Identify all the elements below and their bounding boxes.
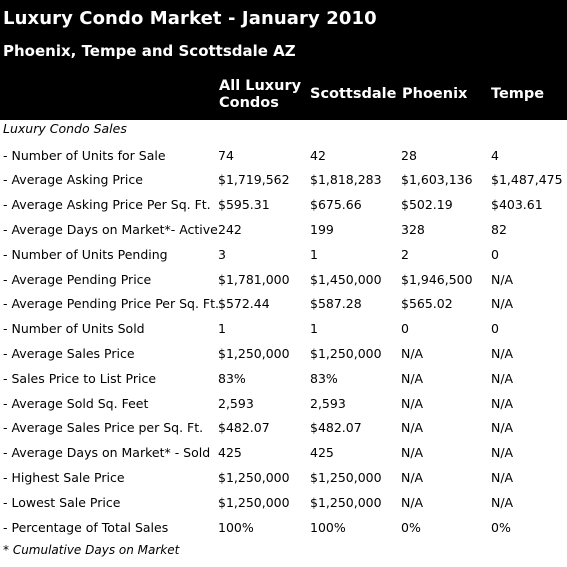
column-header-all-line1: All Luxury <box>219 78 302 94</box>
row-label: - Average Days on Market* - Sold <box>3 445 211 461</box>
table-header <box>0 0 567 120</box>
row-label: - Average Sales Price <box>3 345 135 361</box>
cell-phoenix: N/A <box>401 345 424 361</box>
cell-all-luxury-condos: $1,781,000 <box>218 271 290 287</box>
cell-scottsdale: $587.28 <box>310 296 362 312</box>
row-label: - Average Days on Market*- Active <box>3 221 218 237</box>
cell-tempe: N/A <box>491 445 514 461</box>
cell-scottsdale: 425 <box>310 445 334 461</box>
column-header-all-luxury-condos <box>219 78 301 112</box>
cell-scottsdale: 42 <box>310 147 326 163</box>
cell-phoenix: $502.19 <box>401 197 453 213</box>
cell-all-luxury-condos: $1,250,000 <box>218 345 290 361</box>
cell-phoenix: 328 <box>401 221 425 237</box>
column-header-all-line2: Condos <box>219 95 279 111</box>
cell-all-luxury-condos: $482.07 <box>218 420 270 436</box>
cell-tempe: 82 <box>491 221 507 237</box>
page-subtitle: Phoenix, Tempe and Scottsdale AZ <box>3 42 296 60</box>
cell-scottsdale: $482.07 <box>310 420 362 436</box>
cell-phoenix: 0 <box>401 321 409 337</box>
cell-all-luxury-condos: $595.31 <box>218 197 270 213</box>
table-row <box>0 268 567 293</box>
page-title: Luxury Condo Market - January 2010 <box>3 8 377 29</box>
cell-phoenix: N/A <box>401 494 424 510</box>
table-row <box>0 193 567 218</box>
table-row <box>0 392 567 417</box>
cell-phoenix: N/A <box>401 370 424 386</box>
row-label: - Number of Units Pending <box>3 246 168 262</box>
row-label: - Percentage of Total Sales <box>3 519 169 535</box>
cell-all-luxury-condos: 74 <box>218 147 234 163</box>
row-label: - Lowest Sale Price <box>3 494 121 510</box>
table-row <box>0 144 567 169</box>
table-row <box>0 466 567 491</box>
cell-all-luxury-condos: $1,250,000 <box>218 469 290 485</box>
cell-scottsdale: $1,250,000 <box>310 494 382 510</box>
cell-tempe: 0 <box>491 321 499 337</box>
table-row <box>0 491 567 516</box>
table-row <box>0 416 567 441</box>
row-label: - Average Asking Price Per Sq. Ft. <box>3 197 211 213</box>
cell-all-luxury-condos: 100% <box>218 519 254 535</box>
cell-phoenix: N/A <box>401 445 424 461</box>
cell-tempe: N/A <box>491 494 514 510</box>
cell-phoenix: N/A <box>401 420 424 436</box>
column-header-scottsdale: Scottsdale <box>310 86 397 102</box>
cell-scottsdale: $1,250,000 <box>310 345 382 361</box>
column-header-phoenix: Phoenix <box>402 86 468 102</box>
cell-tempe: N/A <box>491 420 514 436</box>
cell-scottsdale: 1 <box>310 246 318 262</box>
cell-all-luxury-condos: 1 <box>218 321 226 337</box>
cell-phoenix: $565.02 <box>401 296 453 312</box>
cell-phoenix: N/A <box>401 469 424 485</box>
cell-scottsdale: 2,593 <box>310 395 346 411</box>
cell-scottsdale: $1,250,000 <box>310 469 382 485</box>
cell-tempe: N/A <box>491 296 514 312</box>
cell-all-luxury-condos: $572.44 <box>218 296 270 312</box>
cell-phoenix: $1,946,500 <box>401 271 473 287</box>
table-row <box>0 441 567 466</box>
table-row <box>0 516 567 541</box>
cell-phoenix: N/A <box>401 395 424 411</box>
column-header-tempe: Tempe <box>491 86 545 102</box>
row-label: - Average Pending Price Per Sq. Ft. <box>3 296 219 312</box>
cell-phoenix: 0% <box>401 519 421 535</box>
table-row <box>0 342 567 367</box>
cell-scottsdale: 1 <box>310 321 318 337</box>
cell-tempe: N/A <box>491 469 514 485</box>
table-row <box>0 243 567 268</box>
cell-phoenix: 28 <box>401 147 417 163</box>
table-row <box>0 168 567 193</box>
cell-scottsdale: $675.66 <box>310 197 362 213</box>
row-label: - Average Sales Price per Sq. Ft. <box>3 420 204 436</box>
cell-all-luxury-condos: 83% <box>218 370 246 386</box>
cell-tempe: 0% <box>491 519 511 535</box>
cell-tempe: N/A <box>491 395 514 411</box>
cell-tempe: $403.61 <box>491 197 543 213</box>
cell-tempe: N/A <box>491 271 514 287</box>
cell-tempe: 4 <box>491 147 499 163</box>
cell-scottsdale: 100% <box>310 519 346 535</box>
cell-scottsdale: $1,818,283 <box>310 172 382 188</box>
row-label: - Average Asking Price <box>3 172 143 188</box>
row-label: - Average Pending Price <box>3 271 152 287</box>
cell-all-luxury-condos: $1,719,562 <box>218 172 290 188</box>
table-row <box>0 218 567 243</box>
cell-all-luxury-condos: 425 <box>218 445 242 461</box>
cell-tempe: 0 <box>491 246 499 262</box>
table-row <box>0 292 567 317</box>
cell-tempe: $1,487,475 <box>491 172 563 188</box>
cell-all-luxury-condos: 3 <box>218 246 226 262</box>
table-row <box>0 367 567 392</box>
cell-tempe: N/A <box>491 345 514 361</box>
row-label: - Number of Units Sold <box>3 321 145 337</box>
cell-scottsdale: $1,450,000 <box>310 271 382 287</box>
cell-all-luxury-condos: $1,250,000 <box>218 494 290 510</box>
cell-scottsdale: 83% <box>310 370 338 386</box>
cell-all-luxury-condos: 2,593 <box>218 395 254 411</box>
cell-phoenix: $1,603,136 <box>401 172 473 188</box>
row-label: - Sales Price to List Price <box>3 370 157 386</box>
cell-all-luxury-condos: 242 <box>218 221 242 237</box>
row-label: - Highest Sale Price <box>3 469 125 485</box>
section-label: Luxury Condo Sales <box>3 121 127 136</box>
cell-phoenix: 2 <box>401 246 409 262</box>
cell-tempe: N/A <box>491 370 514 386</box>
row-label: - Average Sold Sq. Feet <box>3 395 149 411</box>
footnote: * Cumulative Days on Market <box>3 543 180 557</box>
table-row <box>0 317 567 342</box>
cell-scottsdale: 199 <box>310 221 334 237</box>
row-label: - Number of Units for Sale <box>3 147 166 163</box>
